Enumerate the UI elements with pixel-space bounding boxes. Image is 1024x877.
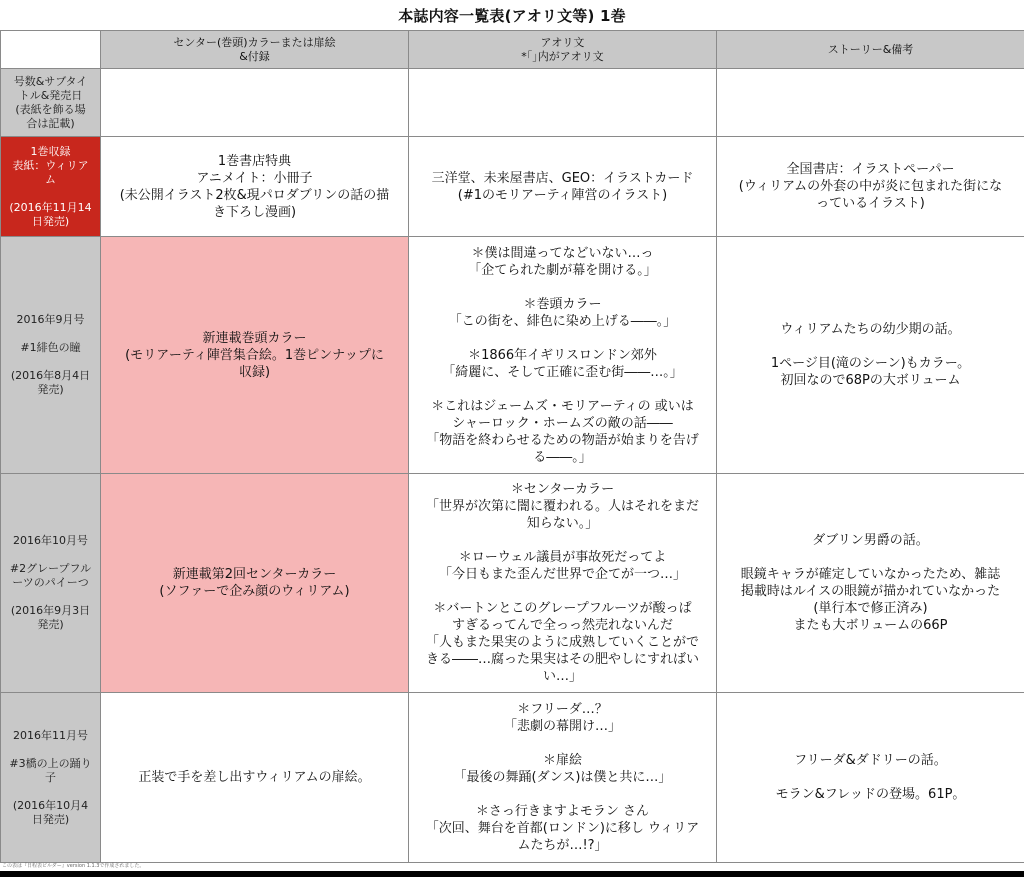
cell-story [717,69,1024,137]
table-row [1,693,1024,863]
cell-story: フリーダ&ダドリーの話。 モラン&フレッドの登場。61P。 [717,693,1024,863]
row-header-volume1: 1巻収録 表紙：ウィリア ム (2016年11月14 日発売) [1,137,101,237]
cell-aori: ＊センターカラー 「世界が次第に闇に覆われる。人はそれをまだ 知らない。」 ＊ローウェル議員が事故死だってよ 「今日もまた歪んだ世界で企てが一つ…」 ＊バートンとこのグレープフルーツが酸っぱ すぎるってんで全っっ然売れないんだ 「人もまた果実のように成熟していくことがで きる――…腐った果実はその肥やしにすればい い…」 [409,474,717,693]
cell-aori [409,69,717,137]
cell-color: 1巻書店特典 アニメイト：小冊子 (未公開イラスト2枚&現パロダブリンの話の描 き下ろし漫画) [101,137,409,237]
footer-credit: この表は『日程表ビルダー』version 1.1.3で作成されました。 [2,863,145,869]
cell-aori: ＊フリーダ…？ 「悲劇の幕開け…」 ＊扉絵 「最後の舞踊(ダンス)は僕と共に…」 ＊さっ行きますよモラン さん 「次回、舞台を首都(ロンドン)に移し ウィリア ムたちが…!?」 [409,693,717,863]
cell-color: 新連載巻頭カラー (モリアーティ陣営集合絵。1巻ピンナップに 収録) [101,237,409,474]
page-title: 本誌内容一覧表(アオリ文等) 1巻 [398,6,626,25]
row-header-issue-1: 2016年9月号 #1緋色の瞳 (2016年8月4日 発売) [1,237,101,474]
bottom-bar [0,871,1024,877]
row-header-legend: 号数&サブタイ トル&発売日 (表紙を飾る場 合は記載) [1,69,101,137]
cell-story: ウィリアムたちの幼少期の話。 1ページ目(滝のシーン)もカラー。 初回なので68Pの大ボリューム [717,237,1024,474]
header-row [1,31,1024,69]
cell-color: 正装で手を差し出すウィリアムの扉絵。 [101,693,409,863]
cell-color: 新連載第2回センターカラー (ソファーで企み顔のウィリアム) [101,474,409,693]
cell-aori: ＊僕は間違ってなどいない…っ 「企てられた劇が幕を開ける。」 ＊巻頭カラー 「この街を、緋色に染め上げる――。」 ＊1866年イギリスロンドン郊外 「綺麗に、そして正確に歪む街――…。」 ＊これはジェームズ・モリアーティの 或いは シャーロック・ホームズの敵の話―― 「物語を終わらせるための物語が始まりを告げ る――。」 [409,237,717,474]
table-row [1,69,1024,137]
table-row [1,137,1024,237]
cell-aori: 三洋堂、未来屋書店、GEO：イラストカード (#1のモリアーティ陣営のイラスト) [409,137,717,237]
cell-story: 全国書店：イラストペーパー (ウィリアムの外套の中が炎に包まれた街にな っているイラスト) [717,137,1024,237]
cell-color [101,69,409,137]
table-row [1,237,1024,474]
header-color-appendix: センター(巻頭)カラーまたは扉絵 &付録 [101,31,409,69]
row-header-issue-2: 2016年10月号 #2グレープフル ーツのパイーつ (2016年9月3日 発売) [1,474,101,693]
corner-cell [1,31,101,69]
header-story-notes: ストーリー&備考 [717,31,1024,69]
table-row [1,474,1024,693]
header-aori-text: アオリ文 *｢｣内がアオリ文 [409,31,717,69]
row-header-issue-3: 2016年11月号 #3橋の上の踊り 子 (2016年10月4 日発売) [1,693,101,863]
cell-story: ダブリン男爵の話。 眼鏡キャラが確定していなかったため、雑誌 掲載時はルイスの眼鏡が描かれていなかった (単行本で修正済み) またも大ボリュームの66P [717,474,1024,693]
content-table [0,30,1024,863]
